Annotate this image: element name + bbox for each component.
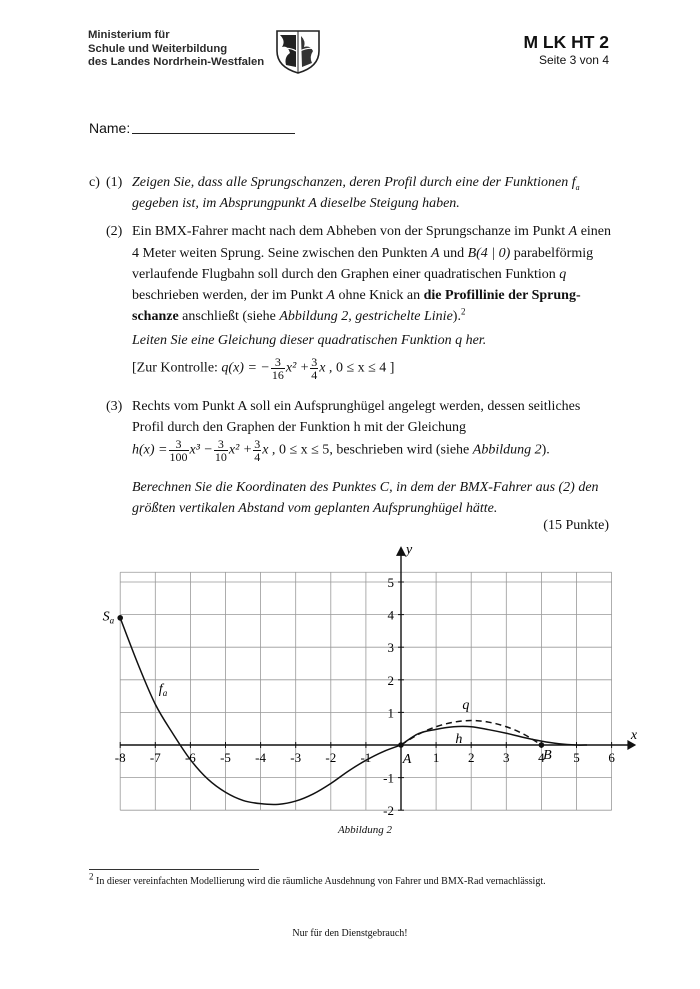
y-axis-arrow	[396, 546, 406, 556]
y-tick-label: 1	[387, 705, 394, 721]
point-a	[398, 742, 404, 748]
x-tick-label: 3	[503, 750, 510, 765]
label-b: B	[543, 748, 552, 763]
y-tick-label: 4	[387, 607, 394, 623]
x-tick-label: 5	[573, 750, 580, 765]
x-tick-label: -1	[360, 750, 372, 765]
y-tick-label: -1	[383, 770, 394, 786]
points: (15 Punkte)	[543, 518, 609, 533]
y-axis-label: y	[406, 542, 413, 558]
x-tick-label: 2	[467, 750, 475, 765]
footer-note: Nur für den Dienstgebrauch!	[292, 928, 408, 939]
chart-grid	[120, 572, 611, 810]
x-tick-label: -3	[290, 750, 302, 765]
task-1-number: (1)	[106, 175, 123, 190]
footnote-mark: 2	[460, 306, 466, 317]
task-3-line-1: Rechts vom Punkt A soll ein Aufsprunghügel angelegt werden, dessen seitliches	[132, 399, 581, 414]
task-3-instruction-2: größten vertikalen Abstand vom geplanten Aufsprunghügel hätte.	[132, 501, 498, 516]
ministry-line-3: des Landes Nordrhein-Westfalen	[88, 56, 265, 69]
y-tick-label: 2	[387, 672, 394, 688]
x-tick-label: -7	[149, 750, 161, 765]
x-axis-label: x	[630, 728, 638, 743]
task-3-equation: h(x) = $\frac{3}{100}$ x³ − $\frac{3}{10}$ x² + $\frac{3}{4}$ x , 0 ≤ x ≤ 5, beschrieben wird (siehe Abbildung 2).	[132, 437, 550, 464]
task-2-line-1: Ein BMX-Fahrer macht nach dem Abheben von der Sprungschanze im Punkt A einen	[132, 224, 612, 239]
x-tick-label: 1	[432, 750, 440, 765]
label-a: A	[402, 752, 412, 767]
task-2-line-5: schanze anschließt (siehe Abbildung 2, gestrichelte Linie).$^2$	[132, 306, 466, 324]
exam-code: M LK HT 2	[523, 32, 609, 52]
label-h: h	[455, 732, 463, 748]
chart-abbildung-2	[0, 540, 700, 840]
x-tick-label: 4	[538, 750, 545, 765]
fa-symbol: $f_a$	[571, 175, 580, 192]
point-sa	[117, 615, 123, 621]
x-tick-label: -6	[184, 750, 196, 765]
ministry-name	[88, 29, 264, 70]
part-c-label: c)	[89, 175, 100, 190]
task-2-line-2: 4 Meter weiten Sprung. Seine zwischen den Punkten A und B(4 | 0) parabelförmig	[132, 246, 594, 261]
x-tick-label: 6	[608, 750, 615, 765]
task-3-instruction-1: Berechnen Sie die Koordinaten des Punktes C, in dem der BMX-Fahrer aus (2) den	[132, 480, 599, 495]
task-2-control: [Zur Kontrolle: q(x) = − $\frac{3}{16}$ x² + $\frac{3}{4}$ x , 0 ≤ x ≤ 4 ]	[132, 355, 395, 382]
figure-caption: Abbildung 2	[337, 824, 393, 836]
x-tick-label: -4	[255, 750, 267, 765]
label-q: q	[462, 698, 470, 714]
x-tick-label: -8	[114, 750, 126, 765]
task-3-number: (3)	[106, 399, 123, 414]
task-2-line-3: verlaufende Flugbahn soll durch den Graphen einer quadratischen Funktion q	[132, 267, 567, 282]
footnote-rule	[89, 869, 259, 870]
point-b	[539, 742, 545, 748]
x-tick-label: -2	[325, 750, 337, 765]
task-2-instruction: Leiten Sie eine Gleichung dieser quadratischen Funktion q her.	[132, 333, 487, 348]
chart-axes	[120, 542, 638, 810]
task-1-text-1: Zeigen Sie, dass alle Sprungschanzen, deren Profil durch eine der Funktionen	[132, 175, 569, 190]
name-label: Name:	[89, 120, 131, 136]
name-field[interactable]	[89, 120, 295, 136]
x-tick-label: -5	[220, 750, 231, 765]
task-1-line-2: gegeben ist, im Absprungpunkt A dieselbe Steigung haben.	[132, 196, 460, 211]
task-2-number: (2)	[106, 224, 123, 239]
ministry-line-2: Schule und Weiterbildung	[88, 42, 228, 55]
label-sa: $S_a$	[102, 609, 115, 626]
chart-labels	[103, 609, 553, 767]
task-3-line-2: Profil durch den Graphen der Funktion h mit der Gleichung	[132, 420, 466, 435]
task-2-line-4: beschrieben werden, der im Punkt A ohne Knick an die Profillinie der Sprung-	[132, 288, 581, 303]
y-tick-label: 3	[387, 640, 394, 656]
footnote: $^2$ In dieser vereinfachten Modellierung wird die räumliche Ausdehnung von Fahrer und BMX-Rad vernachlässigt.	[89, 871, 546, 887]
coat-of-arms-icon	[272, 27, 324, 75]
y-tick-label: 5	[387, 575, 394, 590]
ministry-line-1: Ministerium für	[88, 29, 170, 41]
y-tick-label: -2	[383, 803, 394, 819]
name-line[interactable]	[132, 121, 295, 134]
page-info: Seite 3 von 4	[538, 53, 609, 67]
label-fa: $f_a$	[158, 681, 168, 698]
chart-curves	[114, 615, 587, 804]
chart-ticks	[115, 575, 616, 818]
